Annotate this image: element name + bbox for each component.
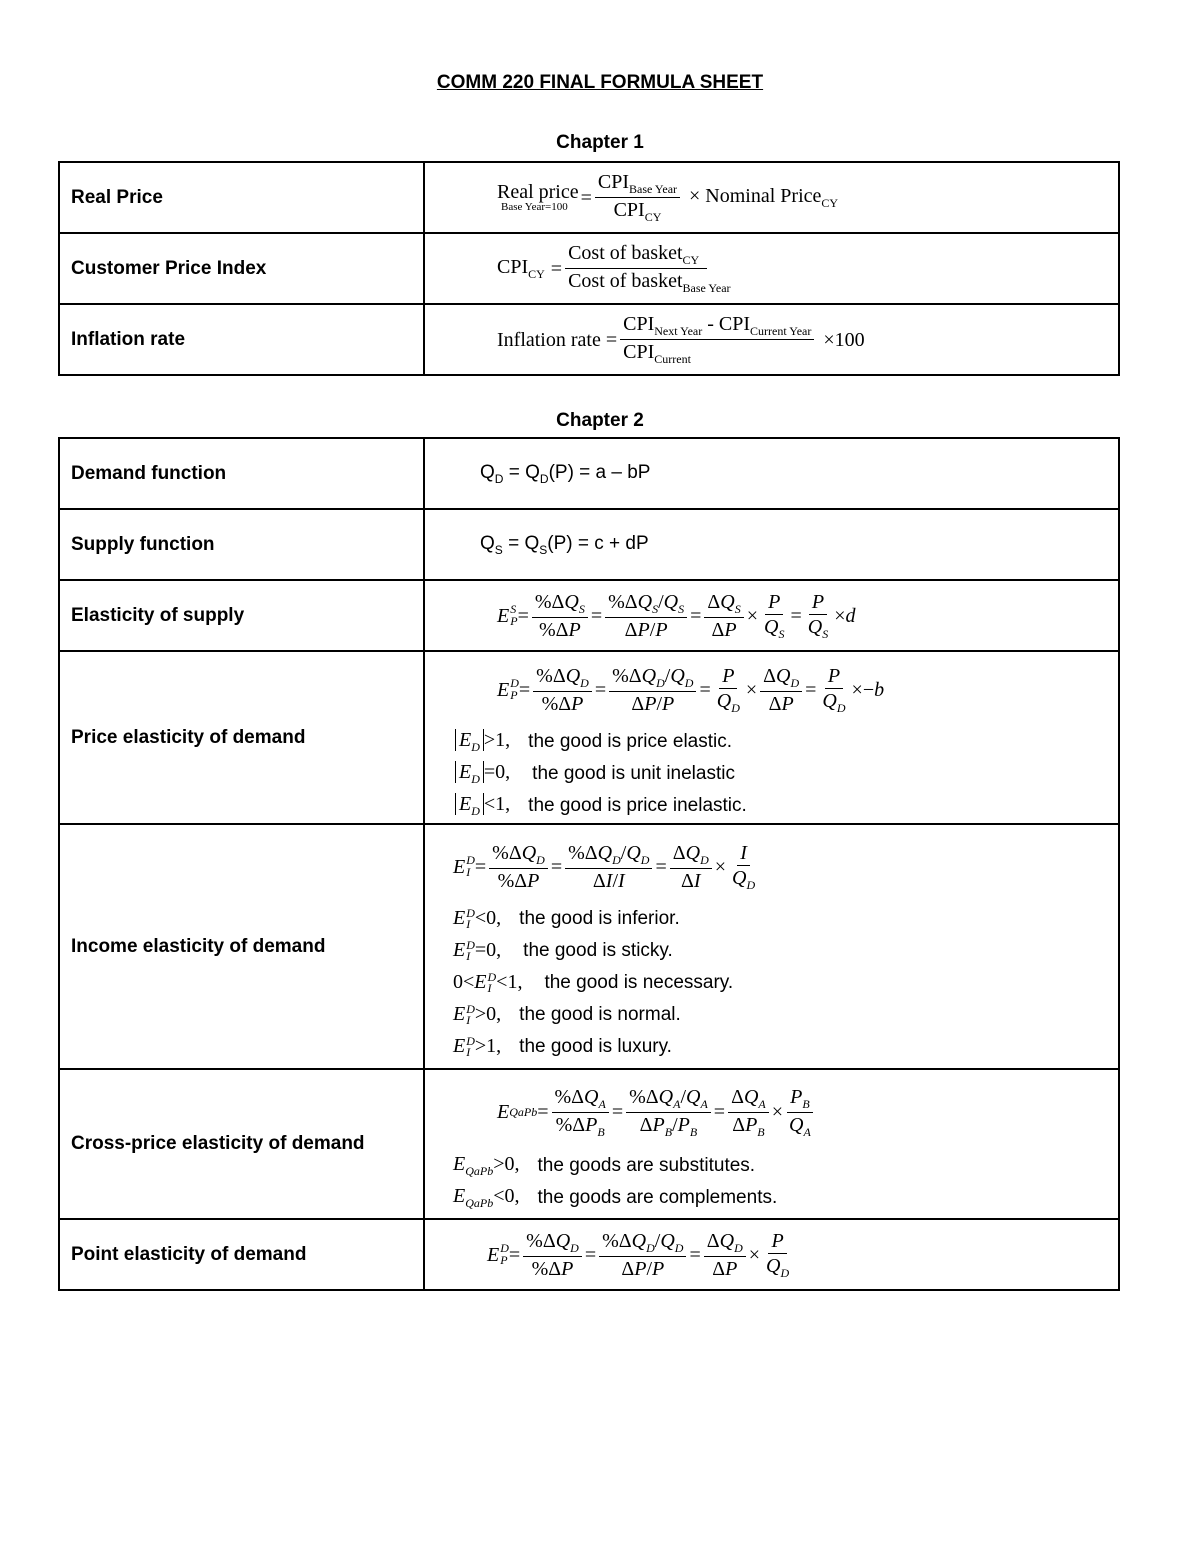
table-row xyxy=(59,304,1119,375)
formula-price-elasticity-of-demand: E D P = $\frac{\%\Delta Q_D}{\%\Delta P}$ = $\frac{\%\Delta Q_D/Q_D}{\Delta P/P}$ = $\frac{P}{Q_D}$ × $\frac{\Delta Q_D}{\Delta P}$ = $\frac{P}{Q_D}$ ×− b $E_D >1$, the good is price elastic. $E_D =0$, the good is unit inelastic $E_D <1$, the good is price inelastic. xyxy=(424,651,1119,824)
table-row xyxy=(59,438,1119,509)
row-label: Supply function xyxy=(59,509,424,580)
row-label: Price elasticity of demand xyxy=(59,651,424,824)
condition-text: the good is price inelastic. xyxy=(528,794,747,816)
condition-text: the good is unit inelastic xyxy=(532,762,735,784)
formula-real-price: Real price Base Year=100 = $\frac{CPI_{Base Year}}{CPI_{CY}}$ × Nominal Price$_{CY}$ xyxy=(424,162,1119,233)
row-label: Inflation rate xyxy=(59,304,424,375)
chapter-2-table xyxy=(58,437,1120,1291)
condition-text: the good is normal. xyxy=(519,1003,681,1025)
row-label: Real Price xyxy=(59,162,424,233)
row-label: Income elasticity of demand xyxy=(59,824,424,1069)
table-row xyxy=(59,1069,1119,1219)
formula-inflation-rate: Inflation rate = $\frac{CPI_{Next Year} - CPI_{Current Year}}{CPI_{Current}}$ ×100 xyxy=(424,304,1119,375)
row-label: Demand function xyxy=(59,438,424,509)
table-row xyxy=(59,651,1119,824)
formula-cross-price-elasticity: E QaPb = $\frac{\%\Delta Q_A}{\%\Delta P_B}$ = $\frac{\%\Delta Q_A/Q_A}{\Delta P_B/P_B}$ = $\frac{\Delta Q_A}{\Delta P_B}$ × $\frac{P_B}{Q_A}$ $E_{QaPb}>0$, the goods are substitutes. $E_{QaPb}<0$, the goods are complements. xyxy=(424,1069,1119,1219)
row-label: Customer Price Index xyxy=(59,233,424,304)
table-row xyxy=(59,580,1119,651)
condition-text: the goods are substitutes. xyxy=(537,1155,756,1176)
formula-supply-function: $Q_S = Q_S(P) = c$ + dP xyxy=(424,509,1119,580)
table-row xyxy=(59,1219,1119,1290)
condition-text: the good is necessary. xyxy=(544,971,734,993)
row-label: Cross-price elasticity of demand xyxy=(59,1069,424,1219)
formula-cpi: $CPI_{CY}$ = $\frac{Cost of basket_{CY}}{Cost of basket_{Base Year}}$ xyxy=(424,233,1119,304)
chapter-1-table xyxy=(58,161,1120,376)
condition-text: the goods are complements. xyxy=(537,1187,778,1208)
condition-text: the good is sticky. xyxy=(523,939,673,961)
formula-income-elasticity-of-demand: E D I = $\frac{\%\Delta Q_D}{\%\Delta P}$ = $\frac{\%\Delta Q_D/Q_D}{\Delta I/I}$ = $\frac{\Delta Q_D}{\Delta I}$ × $\frac{I}{Q_D}$ E D I <0, the good is inferior. E D I =0, the good is sticky. 0<E D I <1, the good is necessary. E D I >0, the good is normal. E D I >1, the good is luxury. xyxy=(424,824,1119,1069)
formula-elasticity-of-supply: E S P = $\frac{\%\Delta Q_S}{\%\Delta P}$ = $\frac{\%\Delta Q_S/Q_S}{\Delta P/P}$ = $\frac{\Delta Q_S}{\Delta P}$ × $\frac{P}{Q_S}$ = $\frac{P}{Q_S}$ × d xyxy=(424,580,1119,651)
page-title: COMM 220 FINAL FORMULA SHEET xyxy=(436,72,764,93)
table-row xyxy=(59,233,1119,304)
table-row xyxy=(59,509,1119,580)
formula-demand-function: $Q_D = Q_D(P) = a$ – bP xyxy=(424,438,1119,509)
condition-text: the good is inferior. xyxy=(519,907,680,929)
table-row xyxy=(59,824,1119,1069)
table-row xyxy=(59,162,1119,233)
formula-point-elasticity: E D P = $\frac{\%\Delta Q_D}{\%\Delta P}$ = $\frac{\%\Delta Q_D/Q_D}{\Delta P/P}$ = $\frac{\Delta Q_D}{\Delta P}$ × $\frac{P}{Q_D}$ xyxy=(424,1219,1119,1290)
row-label: Elasticity of supply xyxy=(59,580,424,651)
condition-text: the good is price elastic. xyxy=(528,730,733,752)
condition-text: the good is luxury. xyxy=(519,1035,672,1057)
chapter-1-heading: Chapter 1 xyxy=(556,132,644,153)
chapter-2-heading: Chapter 2 xyxy=(556,410,644,431)
row-label: Point elasticity of demand xyxy=(59,1219,424,1290)
